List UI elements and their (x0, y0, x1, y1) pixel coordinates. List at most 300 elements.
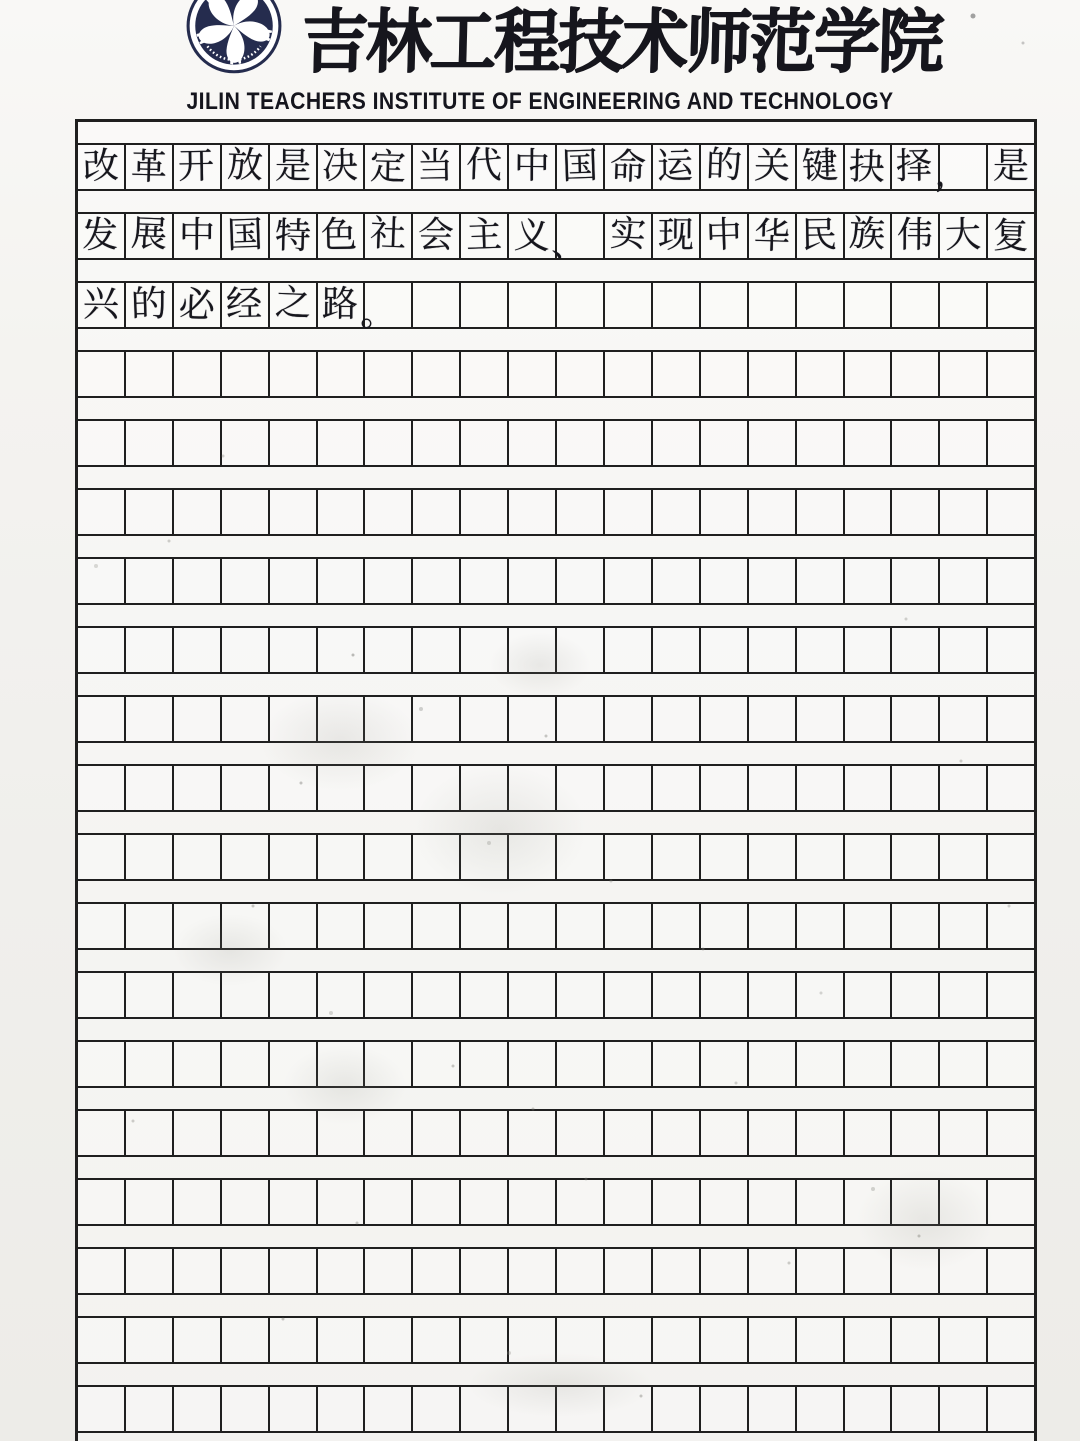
grid-cell (892, 697, 940, 741)
grid-cell (988, 973, 1034, 1017)
handwritten-character: 主 (465, 214, 503, 257)
grid-cell (940, 490, 988, 534)
grid-cell (174, 904, 222, 948)
letterhead (0, 0, 1080, 119)
grid-cell (509, 1387, 557, 1431)
university-name-english: JILIN TEACHERS INSTITUTE OF ENGINEERING AND TECHNOLOGY (186, 88, 894, 115)
grid-cell (318, 283, 366, 327)
grid-cell (461, 1042, 509, 1086)
grid-cell (126, 628, 174, 672)
grid-cell (509, 1249, 557, 1293)
handwritten-character: 族 (848, 213, 887, 256)
handwritten-character: 当 (416, 145, 454, 188)
grid-cell (509, 283, 557, 327)
grid-cell (78, 1387, 126, 1431)
grid-cell (509, 766, 557, 810)
grid-cell (892, 1042, 940, 1086)
grid-cell (605, 490, 653, 534)
grid-cell (413, 352, 461, 396)
handwritten-character: 实 (609, 213, 647, 256)
grid-cell (749, 1387, 797, 1431)
grid-cell (365, 421, 413, 465)
grid-cell (318, 1111, 366, 1155)
grid-cell (749, 1180, 797, 1224)
grid-cell (797, 283, 845, 327)
grid-cell (653, 214, 701, 258)
grid-cell (845, 1249, 893, 1293)
grid-cell (557, 283, 605, 327)
grid-cell (318, 1249, 366, 1293)
grid-cell (174, 1387, 222, 1431)
grid-cell (701, 490, 749, 534)
grid-cell (78, 1180, 126, 1224)
grid-cell (749, 1111, 797, 1155)
grid-cell (940, 559, 988, 603)
grid-cell (222, 1387, 270, 1431)
handwritten-character: 的 (130, 283, 168, 326)
grid-cell (988, 697, 1034, 741)
handwritten-character: 国 (225, 214, 264, 257)
grid-cell (749, 904, 797, 948)
grid-row (78, 1316, 1034, 1364)
handwritten-character: 定 (369, 146, 407, 189)
grid-cell (797, 1111, 845, 1155)
grid-cell (78, 421, 126, 465)
grid-cell (749, 490, 797, 534)
grid-cell (270, 766, 318, 810)
grid-cell (605, 835, 653, 879)
grid-cell (701, 835, 749, 879)
grid-cell (365, 904, 413, 948)
grid-cell (845, 1042, 893, 1086)
grid-cell (174, 766, 222, 810)
grid-cell (749, 835, 797, 879)
grid-cell (78, 1111, 126, 1155)
grid-cell (749, 559, 797, 603)
handwritten-character: 运 (656, 145, 694, 188)
grid-cell (940, 352, 988, 396)
grid-cell (653, 559, 701, 603)
grid-cell (701, 697, 749, 741)
grid-cell (365, 1387, 413, 1431)
grid-row (78, 1385, 1034, 1433)
handwritten-character: 华 (753, 215, 791, 258)
grid-cell (988, 145, 1034, 189)
grid-cell (509, 628, 557, 672)
grid-cell (359, 283, 413, 335)
grid-cell (701, 1180, 749, 1224)
grid-cell (413, 697, 461, 741)
grid-cell (701, 145, 749, 189)
grid-cell (797, 697, 845, 741)
grid-row (78, 1178, 1034, 1226)
grid-cell (557, 1318, 605, 1362)
handwritten-character: 大 (944, 214, 982, 257)
grid-cell (78, 145, 126, 189)
grid-cell (78, 697, 126, 741)
grid-cell (365, 835, 413, 879)
handwritten-character: 是 (274, 145, 311, 188)
grid-cell (797, 973, 845, 1017)
grid-cell (126, 904, 174, 948)
handwritten-character: 键 (800, 145, 839, 188)
grid-cell (413, 421, 461, 465)
grid-cell (605, 145, 653, 189)
grid-cell (413, 1042, 461, 1086)
grid-cell (126, 559, 174, 603)
grid-cell (845, 973, 893, 1017)
grid-cell (78, 1042, 126, 1086)
grid-cell (78, 835, 126, 879)
grid-row (78, 419, 1034, 467)
grid-cell (797, 1180, 845, 1224)
grid-cell (557, 904, 605, 948)
grid-cell (126, 697, 174, 741)
grid-row (78, 764, 1034, 812)
grid-cell (270, 145, 318, 189)
grid-cell (940, 697, 988, 741)
grid-cell (126, 835, 174, 879)
grid-cell (892, 214, 940, 258)
grid-cell (892, 1180, 940, 1224)
handwritten-character: 抉 (848, 146, 887, 189)
grid-cell (940, 1318, 988, 1362)
grid-cell (653, 352, 701, 396)
grid-cell (892, 1318, 940, 1362)
grid-cell (892, 766, 940, 810)
handwritten-character: 革 (130, 146, 168, 189)
handwritten-character: 会 (418, 214, 455, 257)
grid-cell (557, 973, 605, 1017)
grid-cell (892, 145, 940, 189)
grid-cell (988, 1318, 1034, 1362)
grid-cell (126, 1180, 174, 1224)
grid-cell (701, 1042, 749, 1086)
grid-cell (988, 904, 1034, 948)
grid-row (78, 488, 1034, 536)
grid-cell (653, 766, 701, 810)
grid-cell (845, 559, 893, 603)
handwritten-character: 复 (992, 215, 1030, 258)
grid-row (78, 143, 1034, 196)
grid-cell (461, 766, 509, 810)
handwritten-character: 、 (550, 224, 586, 266)
grid-cell (126, 421, 174, 465)
grid-cell (509, 559, 557, 603)
grid-cell (78, 973, 126, 1017)
grid-cell (797, 145, 845, 189)
grid-cell (988, 1180, 1034, 1224)
grid-cell (653, 283, 701, 327)
grid-row (78, 626, 1034, 674)
grid-cell (461, 421, 509, 465)
grid-cell (509, 421, 557, 465)
handwritten-character: 展 (130, 213, 168, 256)
grid-cell (78, 352, 126, 396)
university-name-chinese: 吉林工程技术师范学院 (300, 1, 943, 83)
grid-cell (749, 1249, 797, 1293)
grid-cell (940, 973, 988, 1017)
handwritten-character: 择 (895, 145, 933, 188)
grid-cell (845, 835, 893, 879)
grid-cell (797, 1042, 845, 1086)
grid-cell (126, 1387, 174, 1431)
grid-cell (653, 1042, 701, 1086)
grid-cell (797, 628, 845, 672)
grid-cell (413, 283, 461, 327)
grid-cell (749, 1318, 797, 1362)
grid-cell (557, 145, 605, 189)
grid-cell (222, 559, 270, 603)
grid-cell (988, 766, 1034, 810)
grid-cell (892, 973, 940, 1017)
grid-cell (845, 628, 893, 672)
handwritten-character: ， (934, 154, 971, 196)
grid-cell (749, 283, 797, 327)
grid-cell (270, 1318, 318, 1362)
grid-cell (222, 835, 270, 879)
grid-cell (653, 1387, 701, 1431)
grid-cell (270, 283, 318, 327)
grid-cell (222, 1111, 270, 1155)
grid-cell (940, 835, 988, 879)
grid-cell (653, 904, 701, 948)
grid-cell (78, 1318, 126, 1362)
grid-cell (318, 421, 366, 465)
grid-row (78, 1247, 1034, 1295)
grid-cell (222, 904, 270, 948)
grid-cell (461, 283, 509, 327)
grid-cell (461, 1180, 509, 1224)
grid-cell (509, 1111, 557, 1155)
grid-cell (653, 490, 701, 534)
handwritten-character: 关 (753, 145, 790, 188)
grid-cell (845, 490, 893, 534)
grid-cell (126, 1111, 174, 1155)
grid-cell (318, 904, 366, 948)
grid-cell (940, 1180, 988, 1224)
grid-cell (365, 145, 413, 189)
grid-cell (126, 1249, 174, 1293)
grid-cell (509, 145, 557, 189)
grid-cell (892, 1111, 940, 1155)
grid-cell (78, 628, 126, 672)
grid-cell (365, 1042, 413, 1086)
handwritten-character: 中 (513, 145, 551, 188)
grid-cell (988, 1249, 1034, 1293)
grid-cell (461, 973, 509, 1017)
handwritten-character: 之 (273, 282, 312, 325)
grid-cell (413, 145, 461, 189)
grid-cell (988, 352, 1034, 396)
grid-cell (222, 766, 270, 810)
grid-cell (605, 973, 653, 1017)
grid-cell (892, 628, 940, 672)
grid-cell (78, 214, 126, 258)
grid-cell (174, 1318, 222, 1362)
grid-cell (174, 145, 222, 189)
grid-cell (413, 1111, 461, 1155)
grid-cell (413, 904, 461, 948)
grid-cell (701, 766, 749, 810)
grid-cell (78, 904, 126, 948)
grid-cell (318, 1318, 366, 1362)
grid-cell (940, 628, 988, 672)
handwritten-character: 经 (225, 283, 263, 326)
grid-cell (892, 1387, 940, 1431)
grid-cell (605, 904, 653, 948)
grid-cell (509, 1180, 557, 1224)
grid-cell (845, 1111, 893, 1155)
grid-cell (318, 490, 366, 534)
grid-cell (557, 835, 605, 879)
grid-cell (653, 835, 701, 879)
composition-grid (75, 119, 1037, 1441)
grid-cell (78, 766, 126, 810)
grid-row (78, 833, 1034, 881)
grid-cell (845, 283, 893, 327)
grid-cell (461, 904, 509, 948)
grid-cell (509, 973, 557, 1017)
grid-cell (270, 490, 318, 534)
grid-cell (797, 421, 845, 465)
grid-cell (988, 835, 1034, 879)
grid-cell (653, 1111, 701, 1155)
grid-cell (126, 145, 174, 189)
grid-cell (126, 1318, 174, 1362)
grid-cell (749, 766, 797, 810)
grid-cell (222, 1042, 270, 1086)
grid-cell (653, 1318, 701, 1362)
grid-cell (797, 352, 845, 396)
grid-cell (222, 1318, 270, 1362)
grid-cell (174, 1180, 222, 1224)
handwritten-character: 色 (321, 214, 358, 257)
grid-cell (461, 1318, 509, 1362)
grid-cell (845, 1387, 893, 1431)
grid-cell (270, 1180, 318, 1224)
grid-cell (892, 1249, 940, 1293)
grid-cell (174, 697, 222, 741)
grid-cell (701, 904, 749, 948)
grid-cell (557, 1111, 605, 1155)
grid-cell (413, 973, 461, 1017)
grid-row (78, 695, 1034, 743)
grid-row (78, 1109, 1034, 1157)
grid-cell (318, 352, 366, 396)
grid-cell (605, 214, 653, 258)
handwritten-character: 代 (465, 144, 504, 187)
grid-cell (270, 973, 318, 1017)
grid-cell (174, 352, 222, 396)
grid-cell (365, 697, 413, 741)
grid-cell (653, 1180, 701, 1224)
grid-cell (461, 559, 509, 603)
grid-cell (270, 1111, 318, 1155)
grid-cell (461, 214, 509, 258)
grid-cell (892, 352, 940, 396)
grid-cell (605, 766, 653, 810)
grid-cell (318, 835, 366, 879)
grid-row (78, 1040, 1034, 1088)
grid-cell (988, 283, 1034, 327)
grid-cell (797, 214, 845, 258)
grid-cell (605, 1387, 653, 1431)
grid-cell (605, 1249, 653, 1293)
grid-cell (701, 352, 749, 396)
grid-row (78, 902, 1034, 950)
grid-cell (318, 145, 366, 189)
grid-cell (749, 352, 797, 396)
university-logo (183, 0, 285, 85)
grid-row (78, 557, 1034, 605)
grid-cell (270, 1249, 318, 1293)
grid-cell (557, 628, 605, 672)
grid-cell (222, 697, 270, 741)
grid-cell (222, 490, 270, 534)
grid-cell (701, 1318, 749, 1362)
grid-cell (797, 1387, 845, 1431)
grid-cell (174, 1249, 222, 1293)
grid-cell (557, 1387, 605, 1431)
handwritten-character: 伟 (897, 214, 934, 257)
grid-cell (270, 1042, 318, 1086)
grid-cell (509, 490, 557, 534)
handwritten-character: 发 (81, 214, 119, 257)
grid-cell (270, 352, 318, 396)
grid-cell (270, 697, 318, 741)
handwritten-character: 国 (561, 145, 599, 188)
grid-cell (270, 421, 318, 465)
grid-cell (988, 1387, 1034, 1431)
grid-cell (509, 835, 557, 879)
grid-cell (318, 559, 366, 603)
grid-cell (653, 973, 701, 1017)
grid-cell (557, 1042, 605, 1086)
grid-cell (988, 559, 1034, 603)
handwritten-character: 特 (273, 215, 312, 258)
grid-cell (701, 973, 749, 1017)
handwritten-character: 义 (513, 215, 551, 258)
grid-cell (126, 352, 174, 396)
grid-cell (701, 1249, 749, 1293)
grid-cell (845, 1180, 893, 1224)
grid-cell (318, 1042, 366, 1086)
grid-cell (988, 490, 1034, 534)
grid-cell (653, 1249, 701, 1293)
grid-cell (365, 490, 413, 534)
grid-row (78, 281, 1034, 335)
grid-cell (605, 1180, 653, 1224)
grid-cell (174, 214, 222, 258)
grid-cell (222, 1180, 270, 1224)
grid-cell (222, 145, 270, 189)
grid-cell (749, 973, 797, 1017)
grid-cell (701, 421, 749, 465)
grid-cell (892, 904, 940, 948)
grid-cell (413, 1387, 461, 1431)
grid-cell (653, 421, 701, 465)
grid-cell (940, 1387, 988, 1431)
handwritten-character: 兴 (82, 283, 120, 326)
grid-cell (749, 145, 797, 189)
handwritten-character: 改 (82, 145, 120, 188)
grid-cell (940, 283, 988, 327)
grid-cell (413, 1180, 461, 1224)
grid-row (78, 971, 1034, 1019)
grid-cell (605, 697, 653, 741)
grid-cell (461, 628, 509, 672)
